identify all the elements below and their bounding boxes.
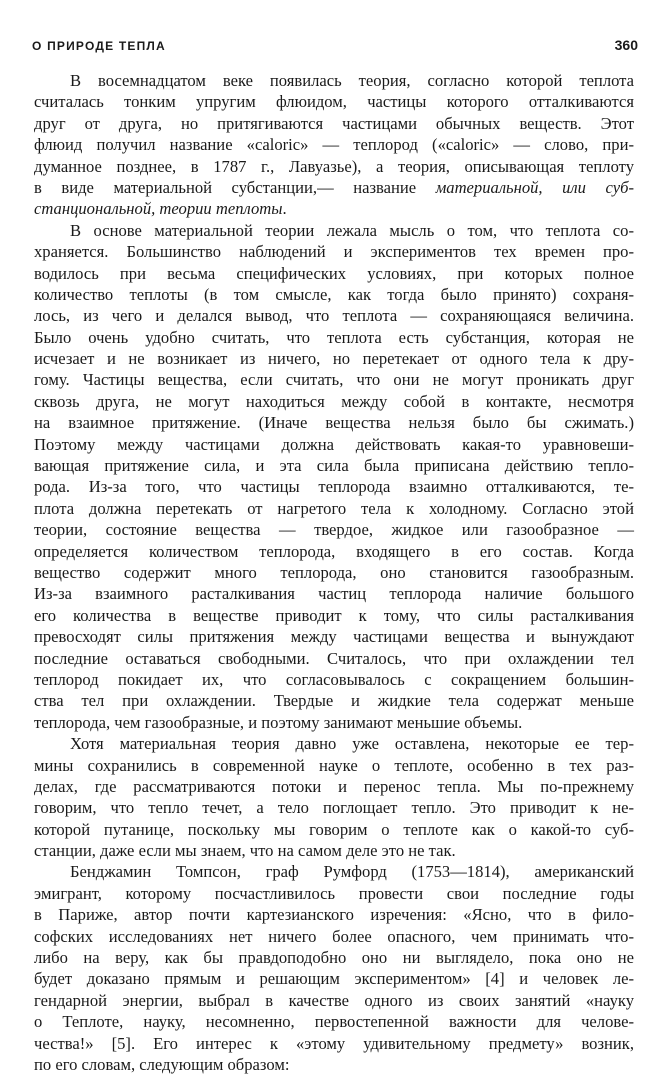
text-segment: теории, состояние вещества — твердое, жидкое или газообразное —: [34, 520, 634, 540]
text-segment: .: [282, 199, 287, 219]
text-segment: лось, из чего и делался вывод, что теплота — сохраняющаяся величина.: [34, 306, 634, 326]
text-line: [34, 883, 634, 904]
text-segment: на взаимное притяжение. (Иначе вещества нельзя было бы сжимать.): [34, 413, 634, 433]
text-line: [34, 562, 634, 583]
text-line: [34, 134, 634, 155]
text-segment: В основе материальной теории лежала мысль о том, что теплота со-: [70, 220, 634, 240]
text-line: [34, 284, 634, 305]
italic-term: материальной, или суб-: [435, 177, 634, 197]
text-segment: эмигрант, которому посчастливилось провести свои последние годы: [34, 883, 634, 903]
text-segment: Из-за взаимного расталкивания частиц теплорода наличие большого: [34, 584, 634, 604]
text-line: [34, 797, 634, 818]
text-line: [34, 327, 634, 348]
text-segment: думанное позднее, в 1787 г., Лавуазье), а теория, описывающая теплоту: [34, 156, 634, 176]
text-line: [34, 605, 634, 626]
text-line: [34, 733, 634, 754]
text-segment: делах, где рассматриваются потоки и перенос тепла. Мы по-прежнему: [34, 776, 634, 796]
page-header: [32, 39, 638, 59]
text-line: [34, 70, 634, 91]
text-segment: его количества в веществе приводит к тому, что силы расталкивания: [34, 605, 634, 625]
text-segment: В восемнадцатом веке появилась теория, согласно которой теплота: [70, 71, 634, 90]
text-segment: софских исследованиях нет ничего более опасного, чем принимать что-: [34, 926, 634, 946]
text-segment: определяется количеством теплорода, входящего в его состав. Когда: [34, 541, 634, 561]
text-line: [34, 926, 634, 947]
text-segment: в виде материальной субстанции,— название: [34, 177, 436, 197]
text-line: [34, 241, 634, 262]
text-segment: вещество содержит много теплорода, оно становится газообразным.: [34, 562, 634, 582]
text-segment: водилось при весьма специфических условиях, при которых полное: [34, 263, 634, 283]
text-line: [34, 391, 634, 412]
text-segment: будет доказано прямым и решающим экспериментом» [4] и человек ле-: [34, 969, 634, 989]
text-line: [34, 434, 634, 455]
text-line: [34, 113, 634, 134]
text-segment: мины сохранились в современной науке о теплоте, особенно в тех раз-: [34, 755, 634, 775]
text-segment: сквозь друга, не могут находиться между собой в контакте, несмотря: [34, 391, 634, 411]
text-line: [34, 455, 634, 476]
text-segment: теплород покидает их, что согласовывалось с сокращением большин-: [34, 669, 634, 689]
text-line: [34, 648, 634, 669]
text-line: [34, 968, 634, 989]
text-segment: о Теплоте, науку, несомненно, первостепенной важности для челове-: [34, 1012, 634, 1032]
text-line: [34, 947, 634, 968]
text-line: [34, 519, 634, 540]
text-line: [34, 1033, 634, 1054]
text-line: [34, 840, 634, 861]
text-segment: по его словам, следующим образом:: [34, 1054, 290, 1074]
text-segment: которой путанице, поскольку мы говорим о теплоте как о какой-то суб-: [34, 819, 634, 839]
text-segment: исчезает и не возникает из ничего, но перетекает от одного тела к дру-: [34, 349, 634, 369]
body-text: [34, 70, 634, 1075]
text-segment: вающая притяжение сила, и эта сила была приписана действию тепло-: [34, 456, 634, 476]
text-line: [34, 755, 634, 776]
text-segment: Хотя материальная теория давно уже оставлена, некоторые ее тер-: [70, 734, 634, 754]
text-segment: станции, даже если мы знаем, что на самом деле это не так.: [34, 841, 456, 861]
text-segment: количество теплоты (в том смысле, как тогда было принято) сохраня-: [34, 284, 634, 304]
text-line: [34, 669, 634, 690]
text-segment: теплорода, чем газообразные, и поэтому занимают меньшие объемы.: [34, 712, 523, 732]
text-line: [34, 369, 634, 390]
text-segment: гендарной энергии, выбрал в качестве одного из своих занятий «науку: [34, 990, 634, 1010]
text-segment: последние оставаться свободными. Считалось, что при охлаждении тел: [34, 648, 634, 668]
text-segment: в Париже, автор почти картезианского изречения: «Ясно, что в фило-: [34, 905, 634, 925]
text-line: [34, 626, 634, 647]
text-line: [34, 1054, 634, 1075]
text-line: [34, 1011, 634, 1032]
text-line: [34, 583, 634, 604]
text-line: [34, 712, 634, 733]
text-line: [34, 220, 634, 241]
text-segment: гому. Частицы вещества, если считать, что они не могут проникать друг: [34, 370, 634, 390]
text-line: [34, 819, 634, 840]
text-segment: ства тел при охлаждении. Твердые и жидкие тела содержат меньше: [34, 691, 634, 711]
text-line: [34, 776, 634, 797]
text-line: [34, 541, 634, 562]
text-line: [34, 690, 634, 711]
text-line: [34, 156, 634, 177]
text-segment: флюид получил название «caloric» — теплород («caloric» — слово, при-: [34, 135, 634, 155]
text-segment: Поэтому между частицами должна действовать какая-то уравновеши-: [34, 434, 634, 454]
text-segment: либо на веру, как бы правдоподобно оно ни выглядело, пока оно не: [34, 948, 634, 968]
text-segment: рода. Из-за того, что частицы теплорода взаимно отталкиваются, те-: [34, 477, 634, 497]
text-segment: чества!» [5]. Его интерес к «этому удивительному предмету» возник,: [34, 1033, 634, 1053]
text-line: [34, 177, 634, 198]
page-number: 360: [614, 37, 638, 53]
text-segment: Было очень удобно считать, что теплота есть субстанция, которая не: [34, 327, 634, 347]
text-line: [34, 305, 634, 326]
text-line: [34, 198, 634, 219]
text-segment: храняется. Большинство наблюдений и экспериментов тех времен про-: [34, 242, 634, 262]
text-segment: плота должна перетекать от нагретого тела к холодному. Согласно этой: [34, 498, 634, 518]
text-line: [34, 412, 634, 433]
text-segment: говорим, что тепло течет, а тело поглощает тепло. Это приводит к не-: [34, 798, 634, 818]
text-line: [34, 348, 634, 369]
running-title: О ПРИРОДЕ ТЕПЛА: [32, 39, 166, 53]
text-line: [34, 91, 634, 112]
text-line: [34, 861, 634, 882]
text-line: [34, 904, 634, 925]
text-segment: друг от друга, но притягиваются частицами обычных веществ. Этот: [34, 113, 634, 133]
text-segment: считалась тонким упругим флюидом, частицы которого отталкиваются: [34, 92, 634, 112]
text-segment: Бенджамин Томпсон, граф Румфорд (1753—1814), американский: [70, 862, 634, 882]
text-line: [34, 990, 634, 1011]
text-segment: превосходят силы притяжения между частицами вещества и вынуждают: [34, 627, 634, 647]
text-line: [34, 498, 634, 519]
text-line: [34, 476, 634, 497]
italic-term: станциональной, теории теплоты: [34, 199, 283, 219]
text-line: [34, 263, 634, 284]
